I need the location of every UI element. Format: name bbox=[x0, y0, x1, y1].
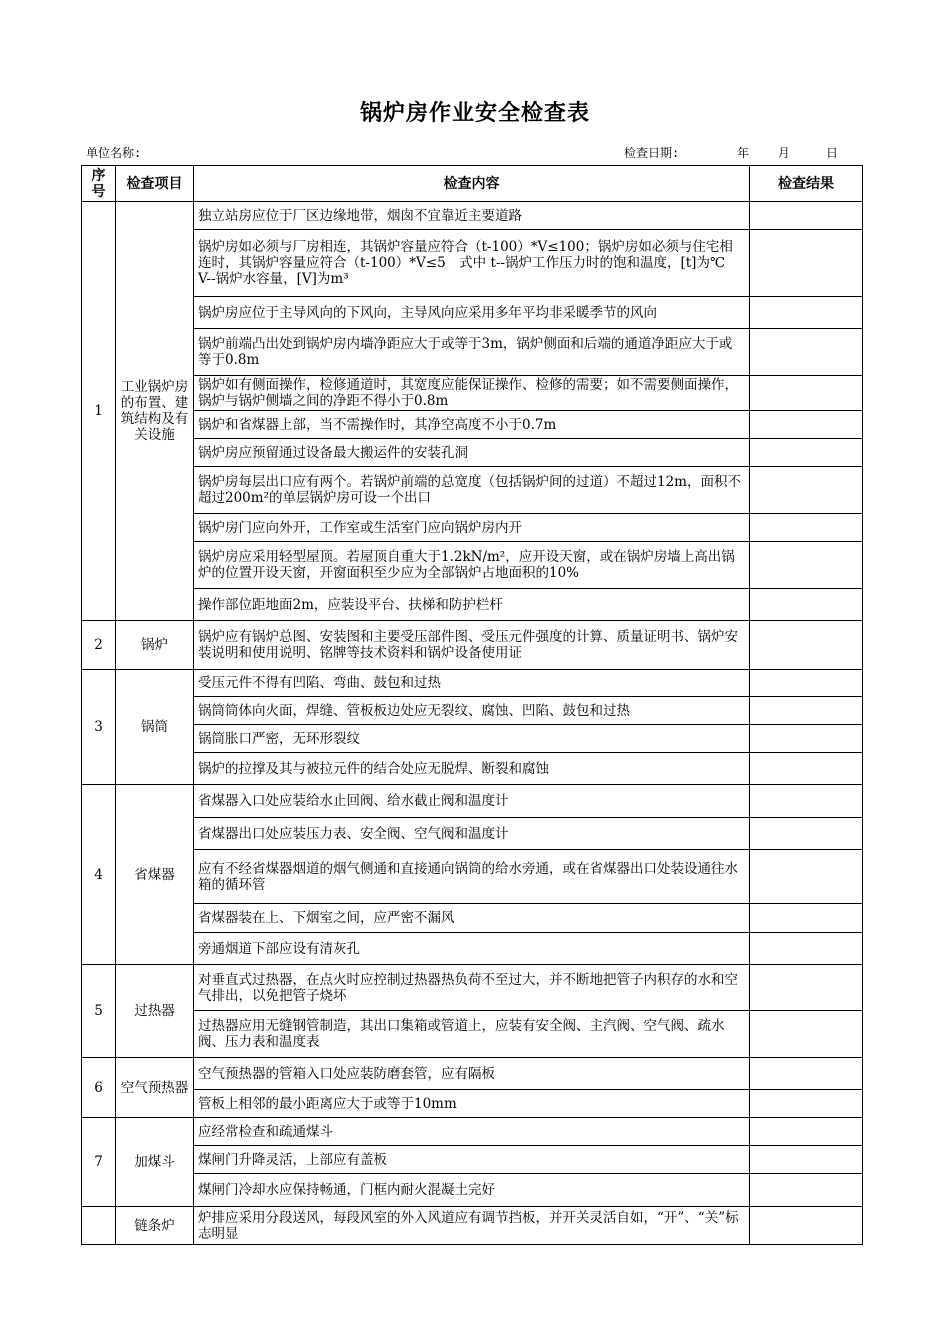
table-row bbox=[82, 785, 863, 818]
check-result-cell[interactable] bbox=[750, 1058, 863, 1090]
section-number: 6 bbox=[82, 1058, 116, 1118]
check-result-cell[interactable] bbox=[750, 670, 863, 697]
check-result-cell[interactable] bbox=[750, 753, 863, 785]
header-no: 序号 bbox=[82, 166, 116, 202]
check-content: 煤闸门升降灵活，上部应有盖板 bbox=[194, 1146, 750, 1174]
table-row bbox=[82, 697, 863, 725]
check-result-cell[interactable] bbox=[750, 1174, 863, 1207]
table-row bbox=[82, 1090, 863, 1118]
check-item: 工业锅炉房的布置、建筑结构及有关设施 bbox=[116, 202, 194, 621]
check-result-cell[interactable] bbox=[750, 785, 863, 818]
check-result-cell[interactable] bbox=[750, 542, 863, 589]
section-number: 3 bbox=[82, 670, 116, 785]
table-row bbox=[82, 439, 863, 467]
check-result-cell[interactable] bbox=[750, 202, 863, 230]
check-result-cell[interactable] bbox=[750, 697, 863, 725]
check-content: 过热器应用无缝钢管制造，其出口集箱或管道上，应装有安全阀、主汽阀、空气阀、疏水阀、压力表和温度表 bbox=[194, 1011, 750, 1058]
check-content: 锅炉应有锅炉总图、安装图和主要受压部件图、受压元件强度的计算、质量证明书、锅炉安装说明和使用说明、铭牌等技术资料和锅炉设备使用证 bbox=[194, 621, 750, 670]
table-row bbox=[82, 514, 863, 542]
check-date-label: 检查日期: 年 月 日 bbox=[624, 146, 839, 160]
check-result-cell[interactable] bbox=[750, 467, 863, 514]
header-item: 检查项目 bbox=[116, 166, 194, 202]
table-row bbox=[82, 1174, 863, 1207]
table-body bbox=[82, 202, 863, 1245]
check-result-cell[interactable] bbox=[750, 1090, 863, 1118]
header-content: 检查内容 bbox=[194, 166, 750, 202]
table-row bbox=[82, 850, 863, 904]
check-content: 锅炉的拉撑及其与被拉元件的结合处应无脱焊、断裂和腐蚀 bbox=[194, 753, 750, 785]
check-content: 锅炉房应采用轻型屋顶。若屋顶自重大于1.2kN/m²，应开设天窗，或在锅炉房墙上高出锅炉的位置开设天窗，开窗面积至少应为全部锅炉占地面积的10% bbox=[194, 542, 750, 589]
check-result-cell[interactable] bbox=[750, 904, 863, 933]
table-row bbox=[82, 1146, 863, 1174]
section-number bbox=[82, 1207, 116, 1245]
table-row bbox=[82, 376, 863, 411]
unit-name-label: 单位名称: bbox=[86, 146, 142, 160]
check-content: 空气预热器的管箱入口处应装防磨套管，应有隔板 bbox=[194, 1058, 750, 1090]
check-result-cell[interactable] bbox=[750, 1118, 863, 1146]
table-row bbox=[82, 904, 863, 933]
inspection-table bbox=[81, 165, 863, 1245]
check-content: 锅筒胀口严密，无环形裂纹 bbox=[194, 725, 750, 753]
check-content: 锅筒筒体向火面，焊缝、管板板边处应无裂纹、腐蚀、凹陷、鼓包和过热 bbox=[194, 697, 750, 725]
check-content: 炉排应采用分段送风，每段风室的外入风道应有调节挡板，并开关灵活自如，“开”、“关”标志明显 bbox=[194, 1207, 750, 1245]
check-item: 过热器 bbox=[116, 965, 194, 1058]
check-item: 锅筒 bbox=[116, 670, 194, 785]
table-row bbox=[82, 1118, 863, 1146]
section-number: 4 bbox=[82, 785, 116, 965]
check-item: 省煤器 bbox=[116, 785, 194, 965]
check-result-cell[interactable] bbox=[750, 329, 863, 376]
table-row bbox=[82, 621, 863, 670]
check-item: 加煤斗 bbox=[116, 1118, 194, 1207]
header-row bbox=[82, 166, 863, 202]
check-content: 独立站房应位于厂区边缘地带，烟囱不宜靠近主要道路 bbox=[194, 202, 750, 230]
check-result-cell[interactable] bbox=[750, 933, 863, 965]
table-row bbox=[82, 1207, 863, 1245]
check-content: 应经常检查和疏通煤斗 bbox=[194, 1118, 750, 1146]
check-content: 锅炉房如必须与厂房相连，其锅炉容量应符合（t-100）*V≤100；锅炉房如必须与住宅相连时，其锅炉容量应符合（t-100）*V≤5 式中 t--锅炉工作压力时的饱和温度，[t]为℃ V--锅炉水容量，[V]为m³ bbox=[194, 230, 750, 297]
check-result-cell[interactable] bbox=[750, 621, 863, 670]
table-row bbox=[82, 230, 863, 297]
check-content: 锅炉如有侧面操作，检修通道时，其宽度应能保证操作、检修的需要；如不需要侧面操作，锅炉与锅炉侧墙之间的净距不得小于0.8m bbox=[194, 376, 750, 411]
check-result-cell[interactable] bbox=[750, 376, 863, 411]
table-row bbox=[82, 1011, 863, 1058]
check-content: 省煤器出口处应装压力表、安全阀、空气阀和温度计 bbox=[194, 818, 750, 850]
check-result-cell[interactable] bbox=[750, 725, 863, 753]
table-row bbox=[82, 1058, 863, 1090]
table-row bbox=[82, 818, 863, 850]
table-row bbox=[82, 411, 863, 439]
check-content: 锅炉和省煤器上部，当不需操作时，其净空高度不小于0.7m bbox=[194, 411, 750, 439]
table-row bbox=[82, 467, 863, 514]
check-item: 锅炉 bbox=[116, 621, 194, 670]
check-content: 旁通烟道下部应设有清灰孔 bbox=[194, 933, 750, 965]
check-result-cell[interactable] bbox=[750, 1146, 863, 1174]
check-result-cell[interactable] bbox=[750, 965, 863, 1011]
check-result-cell[interactable] bbox=[750, 297, 863, 329]
check-item: 空气预热器 bbox=[116, 1058, 194, 1118]
table-row bbox=[82, 589, 863, 621]
check-content: 操作部位距地面2m，应装设平台、扶梯和防护栏杆 bbox=[194, 589, 750, 621]
table-row bbox=[82, 297, 863, 329]
section-number: 7 bbox=[82, 1118, 116, 1207]
page-title: 锅炉房作业安全检查表 bbox=[359, 101, 590, 126]
check-content: 管板上相邻的最小距离应大于或等于10mm bbox=[194, 1090, 750, 1118]
check-content: 锅炉房每层出口应有两个。若锅炉前端的总宽度（包括锅炉间的过道）不超过12m，面积不超过200m²的单层锅炉房可设一个出口 bbox=[194, 467, 750, 514]
check-content: 应有不经省煤器烟道的烟气侧通和直接通向锅筒的给水旁通，或在省煤器出口处装设通往水箱的循环管 bbox=[194, 850, 750, 904]
check-item: 链条炉 bbox=[116, 1207, 194, 1245]
table-row bbox=[82, 965, 863, 1011]
check-content: 煤闸门冷却水应保持畅通，门框内耐火混凝土完好 bbox=[194, 1174, 750, 1207]
section-number: 1 bbox=[82, 202, 116, 621]
check-content: 锅炉前端凸出处到锅炉房内墙净距应大于或等于3m，锅炉侧面和后端的通道净距应大于或等于0.8m bbox=[194, 329, 750, 376]
check-result-cell[interactable] bbox=[750, 1207, 863, 1245]
check-result-cell[interactable] bbox=[750, 230, 863, 297]
check-result-cell[interactable] bbox=[750, 439, 863, 467]
table-row bbox=[82, 542, 863, 589]
check-result-cell[interactable] bbox=[750, 514, 863, 542]
check-content: 对垂直式过热器，在点火时应控制过热器热负荷不至过大，并不断地把管子内积存的水和空气排出，以免把管子烧坏 bbox=[194, 965, 750, 1011]
table-row bbox=[82, 933, 863, 965]
table-row bbox=[82, 202, 863, 230]
table-row bbox=[82, 725, 863, 753]
table-row bbox=[82, 753, 863, 785]
check-result-cell[interactable] bbox=[750, 1011, 863, 1058]
check-result-cell[interactable] bbox=[750, 818, 863, 850]
check-content: 省煤器装在上、下烟室之间，应严密不漏风 bbox=[194, 904, 750, 933]
check-result-cell[interactable] bbox=[750, 850, 863, 904]
section-number: 2 bbox=[82, 621, 116, 670]
section-number: 5 bbox=[82, 965, 116, 1058]
check-content: 省煤器入口处应装给水止回阀、给水截止阀和温度计 bbox=[194, 785, 750, 818]
table-row bbox=[82, 670, 863, 697]
check-result-cell[interactable] bbox=[750, 411, 863, 439]
header-result: 检查结果 bbox=[750, 166, 863, 202]
check-result-cell[interactable] bbox=[750, 589, 863, 621]
check-content: 锅炉房门应向外开，工作室或生活室门应向锅炉房内开 bbox=[194, 514, 750, 542]
check-content: 锅炉房应位于主导风向的下风向，主导风向应采用多年平均非采暖季节的风向 bbox=[194, 297, 750, 329]
check-content: 锅炉房应预留通过设备最大搬运件的安装孔洞 bbox=[194, 439, 750, 467]
table-row bbox=[82, 329, 863, 376]
check-content: 受压元件不得有凹陷、弯曲、鼓包和过热 bbox=[194, 670, 750, 697]
